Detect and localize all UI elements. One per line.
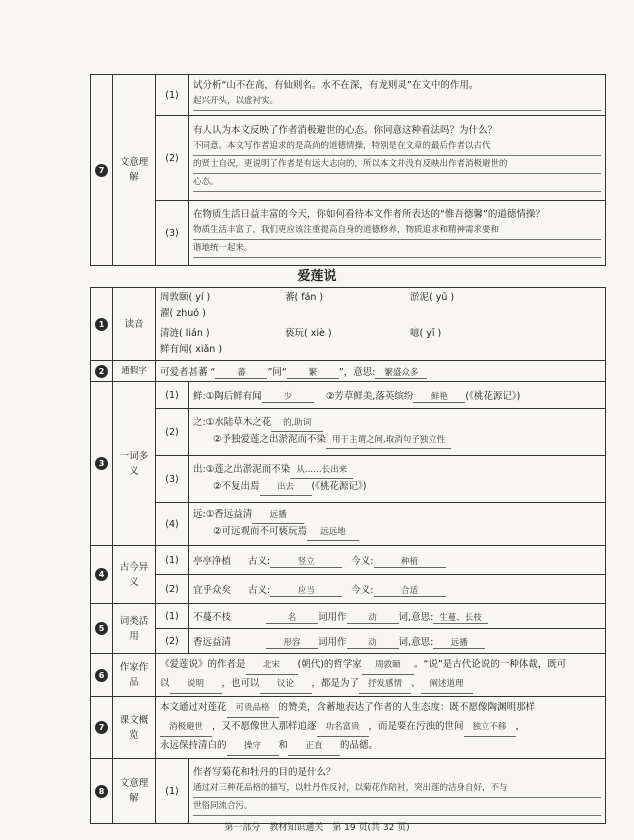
yici-answer: 远远地 xyxy=(307,524,359,541)
zuojia-answer: 阐述道理 xyxy=(421,676,473,694)
guyi-sub: (1) xyxy=(156,546,189,575)
huoyong-row xyxy=(189,629,606,654)
zuojia-answer: 周敦颐 xyxy=(362,657,414,675)
yici-row xyxy=(189,456,606,503)
tongjia-meaning: 繁盛众多 xyxy=(375,366,427,379)
zuojia-text: 以 xyxy=(160,678,170,689)
gaikuang-num-cell xyxy=(91,697,113,759)
zuojia-answer: 抒发感情 xyxy=(359,676,411,694)
tongjia-word2: 繁 xyxy=(287,366,339,379)
zuojia-answer: 议论 xyxy=(260,676,312,694)
guyi-row xyxy=(189,546,606,575)
gaikuang-badge: 7 xyxy=(95,721,108,734)
huoyong-sub: (1) xyxy=(156,604,189,629)
huoyong-mean-label: 词,意思: xyxy=(398,611,434,623)
gaikuang-answer: 操守 xyxy=(227,738,279,756)
yici-source: (《桃花源记》) xyxy=(311,481,367,492)
yici-source: (《桃花源记》) xyxy=(465,390,521,402)
zuojia-text: 。“说”是古代论说的一种体裁，既可 xyxy=(413,659,567,670)
reading-item: 亵玩( xiè ) xyxy=(285,328,332,339)
zuojia-text: ，也可以 xyxy=(221,678,260,689)
reading-item: 噫( yī ) xyxy=(410,328,442,339)
gaikuang-answer: 功名富贵 xyxy=(317,719,369,737)
question-text: 有人认为本文反映了作者消极避世的心态。你同意这种看法吗？为什么？ xyxy=(193,125,498,136)
huoyong-text: 不蔓不枝 xyxy=(193,611,232,623)
guyi-jin: 种植 xyxy=(374,555,446,568)
answer-line: 物质生活丰富了，我们更应该注重提高自身的道德修养，物质追求和精神需求要和 xyxy=(193,222,601,240)
section7-row-1 xyxy=(189,75,606,116)
huoyong-from: 形容 xyxy=(266,636,318,649)
yici-text: ②芳草鲜美,落英缤纷 xyxy=(325,390,414,402)
huoyong-mid: 词用作 xyxy=(318,611,347,623)
section7-sub-3: (3) xyxy=(156,201,189,266)
section7-label: 文意理解 xyxy=(113,75,156,266)
zuojia-text: ，都是为了 xyxy=(311,678,360,689)
wenyi-sub: (1) xyxy=(156,759,189,824)
answer-line: 起兴开头，以虚衬实。 xyxy=(193,93,601,111)
answer-line: 世俗同流合污。 xyxy=(193,798,601,816)
zuojia-text: (朝代)的哲学家 xyxy=(297,659,362,670)
yici-row xyxy=(189,503,606,546)
yici-answer: 远播 xyxy=(252,507,304,524)
yici-answer: 的,助词 xyxy=(271,415,323,432)
gaikuang-answer: 消极避世 xyxy=(160,719,212,737)
ailianshuo-table xyxy=(90,287,606,824)
tongjia-label: 通假字 xyxy=(113,361,156,382)
guyi-gu: 应当 xyxy=(270,584,342,597)
guyi-num-cell xyxy=(91,546,113,604)
yici-answer: 少 xyxy=(262,390,314,403)
tongjia-content: 可爱者甚蕃 “ 蕃 ”同“ 繁 ”，意思: 繁盛众多 xyxy=(156,361,606,382)
yici-answer: 鲜艳 xyxy=(413,390,465,403)
tongjia-num-cell xyxy=(91,361,113,382)
zuojia-text: 、 xyxy=(411,678,421,689)
yici-badge: 3 xyxy=(95,457,108,470)
answer-line: 通过对三种花品格的描写，以牡丹作反衬，以菊花作陪衬，突出莲的洁身自好，不与 xyxy=(193,780,601,798)
tongjia-mean-label: 意思: xyxy=(353,366,376,378)
yici-text: 之:①水陆草木之花 xyxy=(193,417,272,428)
wenyi-label: 文意理解 xyxy=(113,759,156,824)
question-text: 作者写菊花和牡丹的目的是什么？ xyxy=(193,767,336,778)
wenyi-badge: 8 xyxy=(95,785,108,798)
guyi-gu: 竖立 xyxy=(270,555,342,568)
reading-item: 淤泥( yū ) xyxy=(410,292,455,303)
huoyong-text: 香远益清 xyxy=(193,636,232,648)
gaikuang-text: 的品德。 xyxy=(340,740,379,751)
reading-item: 清涟( lián ) xyxy=(160,328,210,339)
yici-text: 鲜:①陶后鲜有闻 xyxy=(193,390,262,402)
yici-sub: (1) xyxy=(156,382,189,409)
huoyong-badge: 5 xyxy=(95,622,108,635)
zuojia-answer: 北宋 xyxy=(246,657,298,675)
yici-text: ②予独爱莲之出淤泥而不染 xyxy=(213,434,327,445)
huoyong-row xyxy=(189,604,606,629)
tongjia-badge: 2 xyxy=(95,365,108,378)
zuojia-text: 《爱莲说》的作者是 xyxy=(160,659,246,670)
section7-sub-2: (2) xyxy=(156,116,189,201)
gaikuang-label: 课文概览 xyxy=(113,697,156,759)
section7-row-3 xyxy=(189,201,606,266)
reading-num-cell xyxy=(91,288,113,361)
yici-answer: 出去 xyxy=(260,479,312,496)
gaikuang-answer: 正直 xyxy=(288,738,340,756)
yici-sub: (2) xyxy=(156,409,189,456)
guyi-jin: 合适 xyxy=(374,584,446,597)
guyi-badge: 4 xyxy=(95,568,108,581)
huoyong-label: 词类活用 xyxy=(113,604,156,654)
answer-line: 心态。 xyxy=(193,174,601,192)
tongjia-tong: 同 xyxy=(272,366,282,378)
huoyong-mid: 词用作 xyxy=(318,636,347,648)
huoyong-from: 名 xyxy=(266,611,318,624)
yici-row xyxy=(189,382,606,409)
question-text: 试分析“山不在高，有仙则名。水不在深，有龙则灵”在文中的作用。 xyxy=(193,80,479,91)
gaikuang-text: ，又不愿像世人那样追逐 xyxy=(212,721,317,732)
section7-table xyxy=(90,74,606,266)
huoyong-meaning: 生蔓、长枝 xyxy=(433,611,488,624)
answer-line: 的贤士自况，更说明了作者是有远大志向的，所以本文并没有反映出作者消极避世的 xyxy=(193,156,601,174)
yici-label: 一词多义 xyxy=(113,382,156,546)
answer-line: 不同意。本文写作者追求的是高尚的道德情操，特别是在文章的最后作者以古代 xyxy=(193,138,601,156)
wenyi-row xyxy=(189,759,606,824)
huoyong-mean-label: 词,意思: xyxy=(398,636,434,648)
question-text: 在物质生活日益丰富的今天，你如何看待本文作者所表达的“惟吾德馨”的道德情操？ xyxy=(193,209,545,220)
zuojia-label: 作家作品 xyxy=(113,654,156,697)
reading-badge: 1 xyxy=(95,318,108,331)
guyi-text: 宜乎众矣 xyxy=(193,584,232,596)
huoyong-meaning: 远播 xyxy=(433,636,485,649)
yici-text: 远:①香远益清 xyxy=(193,509,253,520)
yici-answer: 用于主谓之间,取消句子独立性 xyxy=(326,432,451,449)
guyi-sub: (2) xyxy=(156,575,189,604)
yici-text: ②可远观而不可亵玩焉 xyxy=(213,526,308,537)
reading-label: 读音 xyxy=(113,288,156,361)
gaikuang-content xyxy=(156,697,606,759)
yici-answer: 从……长出来 xyxy=(290,462,353,479)
reading-item: 蕃( fán ) xyxy=(285,292,324,303)
guyi-gu-label: 古义: xyxy=(248,555,271,567)
gaikuang-text: 永远保持清白的 xyxy=(160,740,227,751)
yici-row xyxy=(189,409,606,456)
huoyong-sub: (2) xyxy=(156,629,189,654)
yici-sub: (4) xyxy=(156,503,189,546)
page-title: 爱莲说 xyxy=(297,269,337,284)
reading-item: 周敦颐( yí ) xyxy=(160,292,211,303)
gaikuang-answer: 独立不移 xyxy=(464,719,516,737)
section7-badge: 7 xyxy=(95,164,108,177)
section7-sub-1: (1) xyxy=(156,75,189,116)
zuojia-badge: 6 xyxy=(95,669,108,682)
tongjia-word1: 蕃 xyxy=(215,366,267,379)
zuojia-num-cell xyxy=(91,654,113,697)
tongjia-sentence: 可爱者甚蕃 xyxy=(160,366,208,378)
yici-text: ②不复出焉 xyxy=(213,481,260,492)
gaikuang-text: 本文通过对莲花 xyxy=(160,702,227,713)
guyi-text: 亭亭净植 xyxy=(193,555,232,567)
reading-item: 濯( zhuó ) xyxy=(160,308,206,319)
zuojia-answer: 说明 xyxy=(170,676,222,694)
guyi-jin-label: 今义: xyxy=(351,584,374,596)
gaikuang-text: ， xyxy=(515,721,526,732)
guyi-jin-label: 今义: xyxy=(351,555,374,567)
guyi-gu-label: 古义: xyxy=(248,584,271,596)
yici-text: 出:①莲之出淤泥而不染 xyxy=(193,464,291,475)
gaikuang-text: 和 xyxy=(278,740,289,751)
reading-item: 鲜有闻( xiǎn ) xyxy=(160,344,223,355)
page-footer: 第一部分 教材知识通关 第 19 页(共 32 页) xyxy=(224,823,410,833)
answer-line: 谐地统一起来。 xyxy=(193,240,601,258)
huoyong-to: 动 xyxy=(347,636,399,649)
gaikuang-text: ，而是要在污浊的世间 xyxy=(368,721,464,732)
huoyong-num-cell xyxy=(91,604,113,654)
gaikuang-answer: 可贵品格 xyxy=(227,700,279,718)
gaikuang-text: 的赞美，含蓄地表达了作者的人生态度：既不愿像陶渊明那样 xyxy=(278,702,536,713)
huoyong-to: 动 xyxy=(347,611,399,624)
reading-content xyxy=(156,288,606,361)
section7-num-cell xyxy=(91,75,113,266)
section7-row-2 xyxy=(189,116,606,201)
guyi-row xyxy=(189,575,606,604)
wenyi-num-cell xyxy=(91,759,113,824)
guyi-label: 古今异义 xyxy=(113,546,156,604)
yici-num-cell xyxy=(91,382,113,546)
yici-sub: (3) xyxy=(156,456,189,503)
zuojia-content xyxy=(156,654,606,697)
